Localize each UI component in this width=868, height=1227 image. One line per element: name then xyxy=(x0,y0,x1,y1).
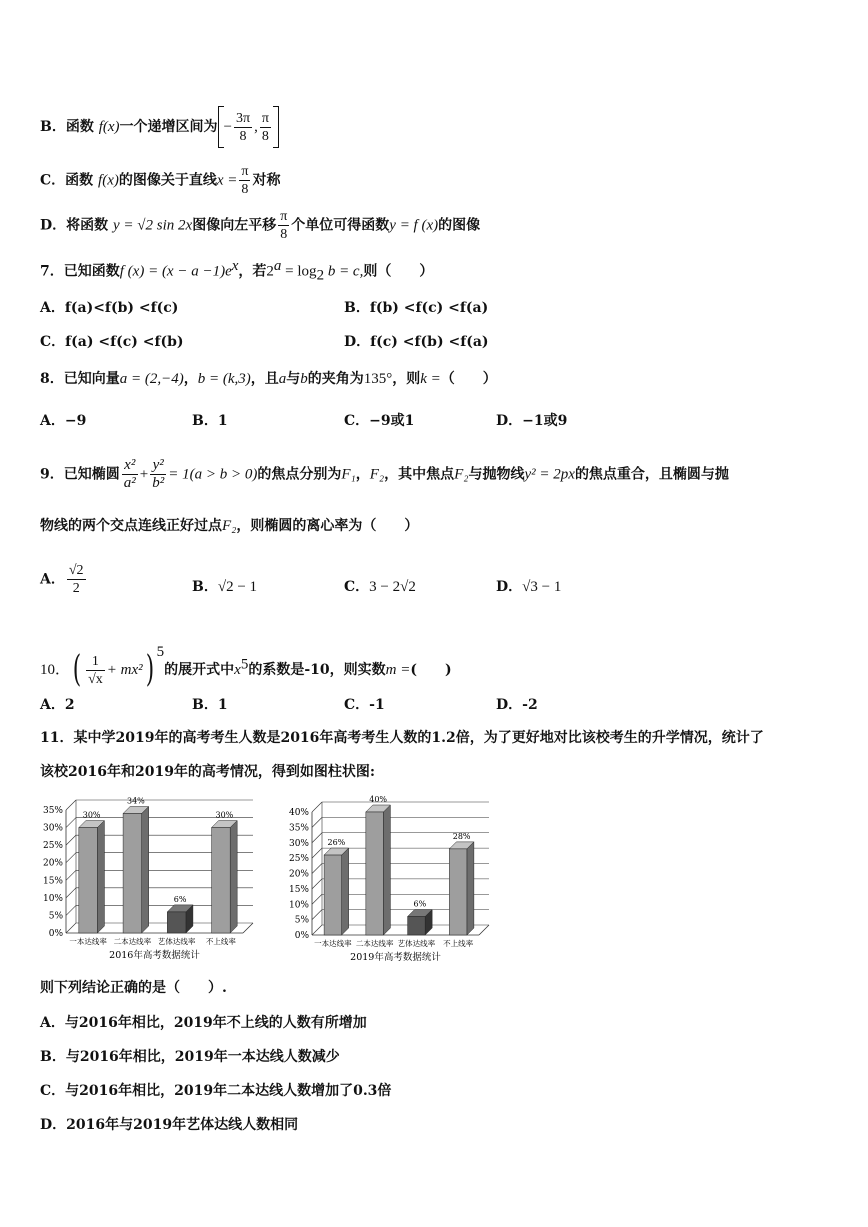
y-tick-label: 15% xyxy=(42,876,63,887)
data-label: 26% xyxy=(327,838,346,848)
y-tick-label: 5% xyxy=(48,911,63,922)
x-tick-label: 不上线率 xyxy=(443,939,474,948)
bar xyxy=(212,828,231,933)
bar xyxy=(408,917,426,935)
grid-diag xyxy=(312,894,322,904)
q8-option-d[interactable]: D．−1或9 xyxy=(496,413,568,429)
q9-option-c[interactable]: C．3 − 2√2 xyxy=(344,579,416,595)
x-tick-label: 一本达线率 xyxy=(69,937,107,946)
floor-edge xyxy=(243,923,253,933)
y-tick-label: 0% xyxy=(294,931,309,941)
bar-side xyxy=(383,805,390,935)
grid-diag xyxy=(66,835,76,845)
y-tick-label: 10% xyxy=(288,900,309,911)
grid-diag xyxy=(312,879,322,889)
bar xyxy=(167,912,186,933)
y-tick-label: 25% xyxy=(42,841,63,852)
q7-option-c[interactable]: C．f(a) <f(c) <f(b) xyxy=(40,334,184,350)
grid-diag xyxy=(312,910,322,920)
y-tick-label: 5% xyxy=(294,915,309,926)
chart-2016 xyxy=(38,790,284,966)
x-tick-label: 不上线率 xyxy=(205,937,236,946)
bracket-right xyxy=(273,106,279,148)
grid-diag xyxy=(312,848,322,858)
q9-stem-line2: 物线的两个交点连线正好过点F₂，则椭圆的离心率为（ ） xyxy=(40,518,419,534)
q10-option-c[interactable]: C．-1 xyxy=(344,697,385,713)
q7-stem: 7．已知函数f $(x) = (x - a -1)e^x$，若$2^a = \log_2 b = c$,则（ ） xyxy=(40,258,434,284)
q6-option-b[interactable]: B．函数 f(x)一个递增区间为 − $\frac{3\pi}{8}$ , $\frac{\pi}{8}$ xyxy=(40,106,279,148)
grid-diag xyxy=(312,864,322,874)
y-tick-label: 15% xyxy=(288,884,309,895)
x-tick-label: 二本达线率 xyxy=(113,937,152,946)
y-tick-label: 10% xyxy=(42,893,63,904)
chart-title: 2019年高考数据统计 xyxy=(350,952,441,963)
q11-stem-line1: 11．某中学2019年的高考考生人数是2016年高考考生人数的1.2倍，为了更好地对比该校考生的升学情况，统计了 xyxy=(40,730,764,746)
grid-diag xyxy=(66,888,76,898)
q8-stem: 8．已知向量a = (2,−4)，b = (k,3)，且a与b的夹角为135°，则k =（ ） xyxy=(40,371,497,387)
data-label: 28% xyxy=(452,831,471,841)
grid-diag xyxy=(66,870,76,880)
bar-side xyxy=(97,821,104,933)
q6-option-d[interactable]: D．将函数 y = √2 sin 2x图像向左平移 $\frac{\pi}{8}$ 个单位可得函数y = f (x)的图像 xyxy=(40,209,481,242)
fraction: $\frac{\pi}{8}$ xyxy=(241,164,249,197)
q11-option-a[interactable]: A．与2016年相比，2019年不上线的人数有所增加 xyxy=(40,1015,367,1031)
q11-option-d[interactable]: D．2016年与2019年艺体达线人数相同 xyxy=(40,1117,299,1133)
fraction: $\frac{√2}{2}$ xyxy=(68,563,84,596)
q11-stem-line2: 该校2016年和2019年的高考情况，得到如图柱状图: xyxy=(40,764,376,780)
bar xyxy=(79,828,98,933)
data-label: 34% xyxy=(126,796,145,806)
fraction: $\frac{3\pi}{8}$ xyxy=(236,110,251,144)
grid-diag xyxy=(312,817,322,827)
bar xyxy=(366,812,384,935)
grid-diag xyxy=(312,802,322,812)
q11-option-b[interactable]: B．与2016年相比，2019年一本达线人数减少 xyxy=(40,1049,340,1065)
q11-question: 则下列结论正确的是（ ）. xyxy=(40,980,227,996)
q9-option-a[interactable]: A． $\frac{√2}{2}$ xyxy=(40,563,84,596)
y-tick-label: 25% xyxy=(288,854,309,865)
q6-option-c[interactable]: C．函数 f(x)的图像关于直线x = $\frac{\pi}{8}$ 对称 xyxy=(40,164,281,197)
data-label: 6% xyxy=(173,894,187,904)
q7-option-a[interactable]: A．f(a)<f(b) <f(c) xyxy=(40,300,179,316)
fraction: $\frac{\pi}{8}$ xyxy=(280,209,288,242)
y-tick-label: 35% xyxy=(42,806,63,816)
y-tick-label: 30% xyxy=(42,823,63,834)
y-tick-label: 20% xyxy=(42,858,63,869)
floor-edge xyxy=(479,925,489,935)
y-tick-label: 30% xyxy=(288,838,309,849)
bar xyxy=(123,814,142,933)
q11-option-c[interactable]: C．与2016年相比，2019年二本达线人数增加了0.3倍 xyxy=(40,1083,392,1099)
bar xyxy=(324,855,342,935)
bar-side xyxy=(342,848,349,935)
grid-diag xyxy=(66,800,76,810)
grid-diag xyxy=(312,833,322,843)
q10-stem: 10．( $\frac{1}{√x}$ + mx²) $^5$的展开式中$x^5$的系数是-10，则实数m =( ) xyxy=(40,644,452,690)
grid-diag xyxy=(66,905,76,915)
q9-stem-line1: 9．已知椭圆 $\frac{\text{x²}}{\text{a²}}$ + $\frac{\text{y²}}{\text{b²}}$ = 1(a > b > 0)的焦点分别为F₁，F₂，其中焦点F₂与抛物线y² = 2px的焦点重合，且椭圆与抛 xyxy=(40,457,729,491)
q10-option-a[interactable]: A．2 xyxy=(40,697,75,713)
data-label: 30% xyxy=(82,810,101,820)
chart-title: 2016年高考数据统计 xyxy=(109,950,200,961)
q9-option-b[interactable]: B．√2 − 1 xyxy=(192,579,258,595)
fraction: $\frac{\pi}{8}$ xyxy=(261,110,269,144)
x-tick-label: 二本达线率 xyxy=(355,939,394,948)
q8-option-c[interactable]: C．−9或1 xyxy=(344,413,415,429)
bar-side xyxy=(142,807,149,933)
q8-option-a[interactable]: A．−9 xyxy=(40,413,87,429)
x-tick-label: 艺体达线率 xyxy=(397,939,436,948)
y-tick-label: 35% xyxy=(288,823,309,834)
y-tick-label: 20% xyxy=(288,869,309,880)
y-tick-label: 0% xyxy=(48,929,63,939)
grid-diag xyxy=(66,923,76,933)
grid-diag xyxy=(66,818,76,828)
grid-diag xyxy=(66,853,76,863)
q8-option-b[interactable]: B．1 xyxy=(192,413,228,429)
x-tick-label: 一本达线率 xyxy=(314,939,352,948)
data-label: 40% xyxy=(369,795,388,804)
q7-option-b[interactable]: B．f(b) <f(c) <f(a) xyxy=(344,300,489,316)
bar-side xyxy=(467,842,474,935)
data-label: 6% xyxy=(413,899,427,909)
grid-diag xyxy=(312,925,322,935)
bar-side xyxy=(230,821,237,933)
q9-option-d[interactable]: D．√3 − 1 xyxy=(496,579,562,595)
y-tick-label: 40% xyxy=(288,808,309,818)
bar xyxy=(449,849,467,935)
q10-option-d[interactable]: D．-2 xyxy=(496,697,538,713)
q7-option-d[interactable]: D．f(c) <f(b) <f(a) xyxy=(344,334,489,350)
x-tick-label: 艺体达线率 xyxy=(157,937,196,946)
q10-option-b[interactable]: B．1 xyxy=(192,697,228,713)
chart-2019 xyxy=(284,790,500,966)
data-label: 30% xyxy=(215,810,234,820)
